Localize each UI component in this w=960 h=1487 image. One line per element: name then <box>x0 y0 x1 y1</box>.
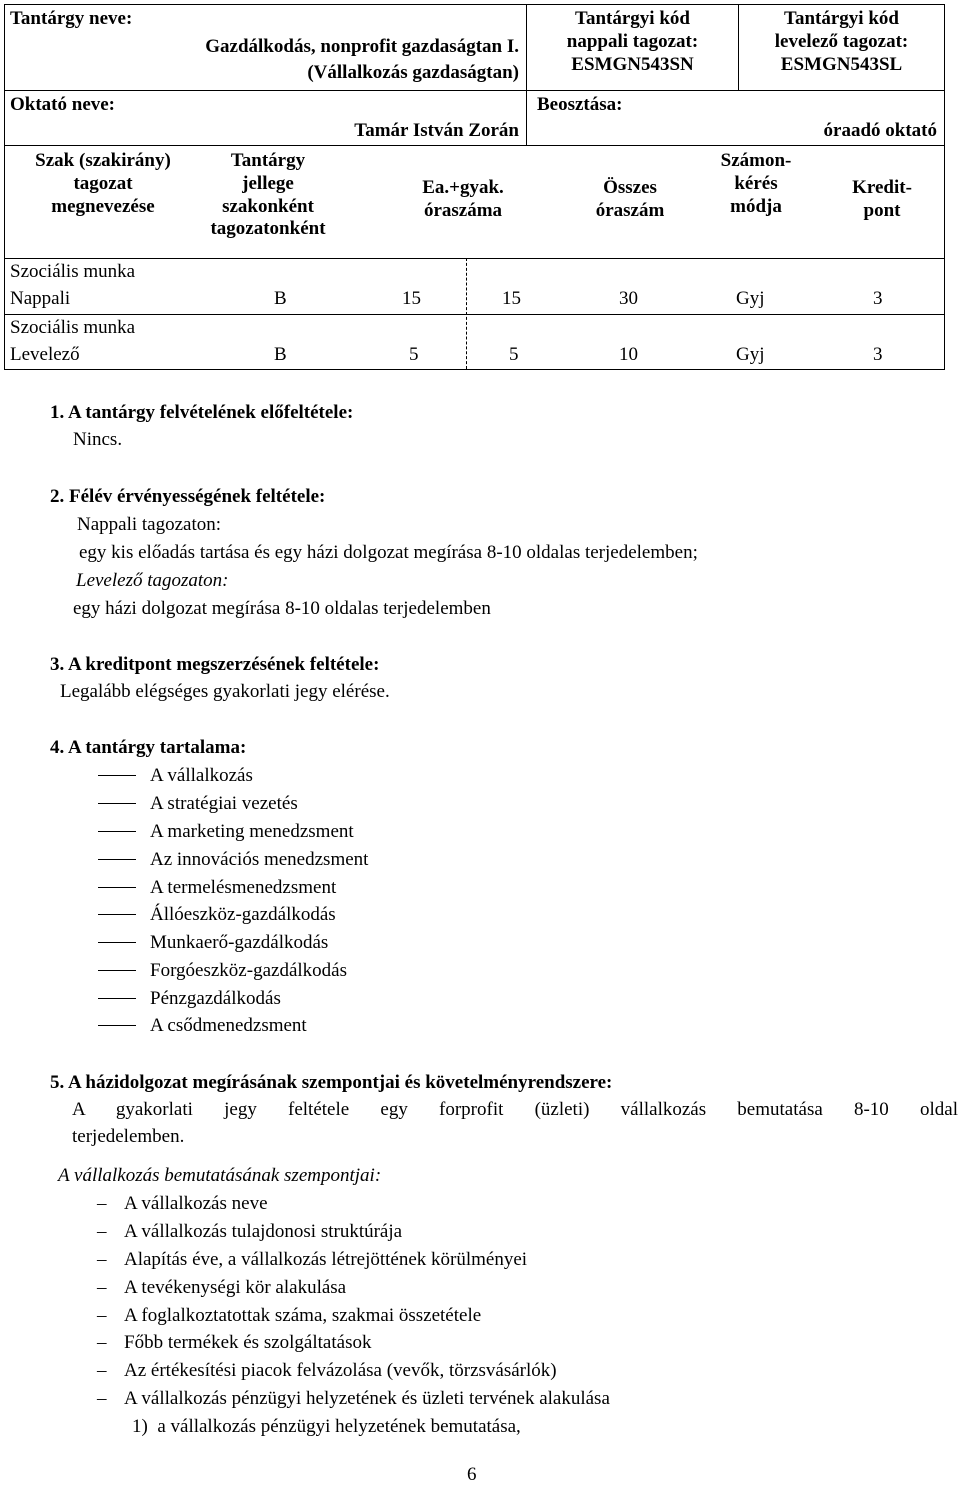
correspondence-code-label: Tantárgyi kód levelező tagozat: ESMGN543SL <box>739 8 944 76</box>
course-name: Gazdálkodás, nonprofit gazdaságtan I. <box>205 36 519 57</box>
section-2-title: 2. Félév érvényességének feltétele: <box>50 486 326 507</box>
list-item: A marketing menedzsment <box>96 821 354 844</box>
instructor-label: Oktató neve: <box>10 94 116 115</box>
instructor-name: Tamár István Zorán <box>354 120 519 141</box>
day-code-label: Tantárgyi kód nappali tagozat: ESMGN543SN <box>527 8 738 76</box>
list-item: – A tevékenységi kör alakulása <box>97 1277 347 1298</box>
list-item: – Az értékesítési piacok felvázolása (vevők, törzsvásárlók) <box>97 1360 557 1381</box>
section-2-corr-label: Levelező tagozaton: <box>76 570 229 591</box>
list-item: A termelésmenedzsment <box>96 877 336 900</box>
list-item: Forgóeszköz-gazdálkodás <box>96 960 347 983</box>
section-4-title: 4. A tantárgy tartalama: <box>50 737 247 758</box>
section-3-text: Legalább elégséges gyakorlati jegy elérése. <box>60 681 390 702</box>
list-item: A csődmenedzsment <box>96 1015 307 1038</box>
list-item: Az innovációs menedzsment <box>96 849 368 872</box>
section-5-title: 5. A házidolgozat megírásának szempontjai és követelményrendszere: <box>50 1072 613 1093</box>
list-item: – A foglalkoztatottak száma, szakmai összetétele <box>97 1305 482 1326</box>
col-header-assessment: Számon- kérés módja <box>720 150 792 217</box>
list-item: – Főbb termékek és szolgáltatások <box>97 1332 372 1353</box>
page-number: 6 <box>467 1464 477 1485</box>
col-header-credits: Kredit- pont <box>852 177 912 221</box>
position-label: Beosztása: <box>537 94 623 115</box>
col-header-total-hours: Összes óraszám <box>595 177 665 221</box>
section-5-sub-label: A vállalkozás bemutatásának szempontjai: <box>58 1165 382 1186</box>
section-3-title: 3. A kreditpont megszerzésének feltétele: <box>50 654 380 675</box>
list-item: – A vállalkozás tulajdonosi struktúrája <box>97 1221 403 1242</box>
list-item: – A vállalkozás pénzügyi helyzetének és üzleti tervének alakulása <box>97 1388 610 1409</box>
section-2-day-text: egy kis előadás tartása és egy házi dolgozat megírása 8-10 oldalas terjedelemben; <box>79 542 698 563</box>
position-value: óraadó oktató <box>823 120 937 141</box>
list-item: – A vállalkozás neve <box>97 1193 268 1214</box>
day-code: ESMGN543SN <box>571 53 694 75</box>
list-item: A vállalkozás <box>96 765 253 788</box>
correspondence-code: ESMGN543SL <box>780 53 903 75</box>
section-1-text: Nincs. <box>73 429 123 450</box>
list-item: Pénzgazdálkodás <box>96 988 281 1011</box>
course-name-label: Tantárgy neve: <box>10 8 133 29</box>
list-item: A stratégiai vezetés <box>96 793 298 816</box>
section-2-day-label: Nappali tagozaton: <box>77 514 222 535</box>
col-header-major: Szak (szakirány) tagozat megnevezése <box>35 150 171 217</box>
col-header-type: Tantárgy jellege szakonként tagozatonként <box>210 150 326 240</box>
section-5-text-line1: A gyakorlati jegy feltétele egy forprofit (üzleti) vállalkozás bemutatása 8-10 oldal <box>72 1099 958 1120</box>
list-item: Munkaerő-gazdálkodás <box>96 932 328 955</box>
section-5-text-line2: terjedelemben. <box>72 1126 185 1147</box>
col-header-hours: Ea.+gyak. óraszáma <box>422 177 504 221</box>
course-name-subtitle: (Vállalkozás gazdaságtan) <box>307 62 519 83</box>
section-2-corr-text: egy házi dolgozat megírása 8-10 oldalas terjedelemben <box>73 598 491 619</box>
list-item: – Alapítás éve, a vállalkozás létrejöttének körülményei <box>97 1249 528 1270</box>
section-1-title: 1. A tantárgy felvételének előfeltétele: <box>50 402 354 423</box>
numbered-item: 1) a vállalkozás pénzügyi helyzetének bemutatása, <box>132 1416 521 1437</box>
list-item: Állóeszköz-gazdálkodás <box>96 904 336 927</box>
